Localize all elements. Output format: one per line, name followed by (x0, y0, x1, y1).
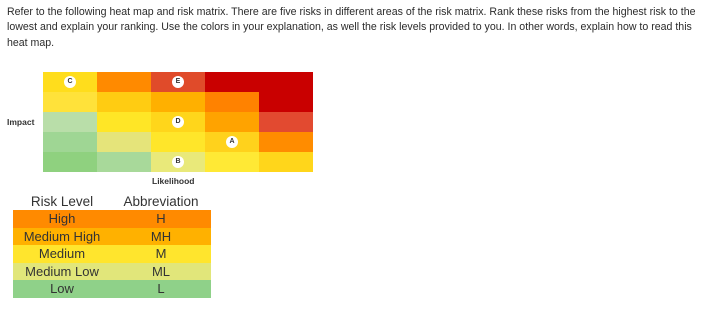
question-text: Refer to the following heat map and risk matrix. There are five risks in different areas of the risk matrix. Rank these risks from the highest risk to the lowest and explain your ranking. Use the colors in your explanation, as well the risk levels provided to you. In other words, explain how to read this heat map. (7, 6, 696, 49)
heatmap-cell-r0-c3 (205, 72, 259, 92)
heatmap-cell-r3-c1 (97, 132, 151, 152)
heatmap-cell-r0-c2 (151, 72, 205, 92)
legend-row-ml (13, 263, 211, 281)
heatmap-cell-r4-c2 (151, 152, 205, 172)
legend-level-label: Low (50, 281, 74, 296)
heatmap-cell-r3-c0 (43, 132, 97, 152)
heatmap-cell-r3-c2 (151, 132, 205, 152)
risk-level-legend (13, 193, 211, 298)
heatmap-cell-r2-c4 (259, 112, 313, 132)
risk-marker-a: A (226, 136, 238, 148)
heatmap-cell-r3-c3 (205, 132, 259, 152)
heatmap-cell-r2-c1 (97, 112, 151, 132)
heatmap-cell-r0-c1 (97, 72, 151, 92)
likelihood-axis-label: Likelihood (152, 176, 195, 186)
heatmap-cell-r2-c2 (151, 112, 205, 132)
legend-level-label: Medium (38, 246, 86, 261)
heatmap-cell-r3-c4 (259, 132, 313, 152)
heatmap-cell-r2-c0 (43, 112, 97, 132)
legend-header (13, 193, 211, 210)
legend-row-m (13, 245, 211, 263)
heatmap-cell-r1-c0 (43, 92, 97, 112)
heatmap-cell-r0-c4 (259, 72, 313, 92)
legend-row-h (13, 210, 211, 228)
risk-heatmap (43, 72, 313, 172)
heatmap-cell-r1-c2 (151, 92, 205, 112)
legend-row-mh (13, 228, 211, 246)
heatmap-cell-r1-c3 (205, 92, 259, 112)
impact-axis-label: Impact (7, 117, 35, 127)
risk-marker-e: E (172, 76, 184, 88)
heatmap-cell-r4-c0 (43, 152, 97, 172)
heatmap-cell-r1-c1 (97, 92, 151, 112)
heatmap-cell-r4-c4 (259, 152, 313, 172)
risk-marker-c: C (64, 76, 76, 88)
risk-marker-b: B (172, 156, 184, 168)
legend-header-level: Risk Level (30, 194, 94, 209)
legend-level-label: High (48, 211, 76, 226)
legend-level-label: Medium Low (25, 263, 99, 279)
legend-level-label: Medium High (23, 228, 101, 244)
heatmap-cell-r1-c4 (259, 92, 313, 112)
heatmap-cell-r4-c1 (97, 152, 151, 172)
legend-abbreviation: ML (151, 263, 171, 279)
legend-abbreviation: MH (150, 228, 172, 244)
heatmap-cell-r0-c0 (43, 72, 97, 92)
legend-row-l (13, 280, 211, 298)
legend-abbreviation: H (156, 211, 166, 226)
risk-marker-d: D (172, 116, 184, 128)
heatmap-cell-r4-c3 (205, 152, 259, 172)
legend-abbreviation: M (155, 246, 167, 261)
legend-header-abbreviation: Abbreviation (123, 194, 199, 209)
heatmap-cell-r2-c3 (205, 112, 259, 132)
legend-abbreviation: L (157, 281, 165, 296)
